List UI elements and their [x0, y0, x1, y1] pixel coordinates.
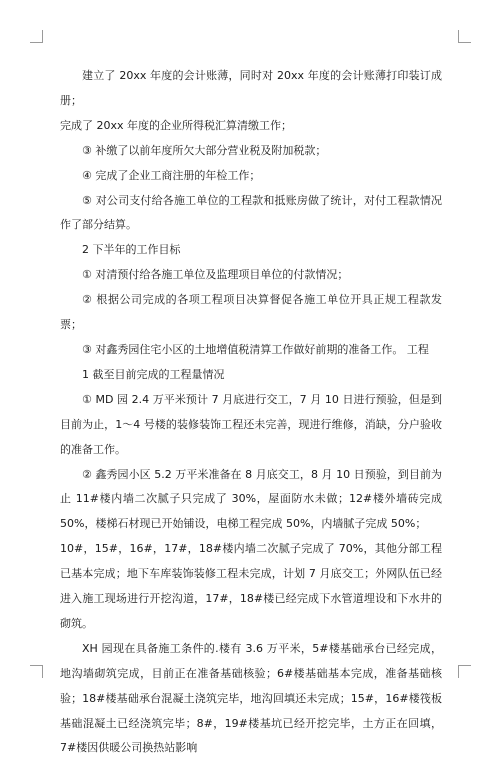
paragraph: ② 鑫秀园小区 5.2 万平米准备在 8 月底交工，8 月 10 日预验，到目前为止 11#楼内墙二次腻子只完成了 30%，屋面防水未做；12#楼外墙砖完成 50%，楼梯石材现已开始铺设，电梯工程完成 50%，内墙腻子完成 50%；	[60, 467, 442, 531]
paragraph: ① MD 园 2.4 万平米预计 7 月底进行交工，7 月 10 日进行预验，但是到目前为止，1～4 号楼的装修装饰工程还未完善，现进行维修，消缺，分户验收的准备工作。	[60, 392, 442, 456]
document-body	[60, 64, 442, 761]
paragraph: ③ 对鑫秀园住宅小区的土地增值税清算工作做好前期的准备工作。 工程	[82, 342, 429, 356]
paragraph: ② 根据公司完成的各项工程项目决算督促各施工单位开具正规工程款发票；	[60, 293, 442, 332]
section-heading: 2 下半年的工作目标	[82, 243, 181, 257]
paragraph: ③ 补缴了以前年度所欠大部分营业税及附加税款；	[82, 143, 327, 157]
paragraph: ① 对清预付给各施工单位及监理项目单位的付款情况；	[82, 268, 349, 282]
paragraph: XH 园现在具备施工条件的.楼有 3.6 万平米，5#楼基础承台已经完成，地沟墙砌筑完成，目前正在准备基础核验；6#楼基础基本完成，准备基础核验；18#楼基础承台混凝土浇筑完毕，地沟回填还未完成；15#，16#楼筏板基础混凝土已经浇筑完毕；8#，19#楼基坑已经开挖完毕，土方正在回填，7#楼因供暖公司换热站影响	[60, 641, 442, 755]
paragraph: 完成了 20xx 年度的企业所得税汇算清缴工作；	[60, 118, 293, 132]
section-heading: 1 截至目前完成的工程量情况	[82, 367, 225, 381]
crop-mark-top-left	[30, 30, 43, 43]
paragraph: 10#，15#，16#，17#，18#楼内墙二次腻子完成了 70%，其他分部工程已基本完成；地下车库装饰装修工程未完成，计划 7 月底交工；外网队伍已经进入施工现场进行开挖沟道，17#，18#楼已经完成下水管道埋设和下水井的砌筑。	[60, 542, 442, 630]
crop-mark-top-right	[458, 30, 471, 43]
paragraph: 建立了 20xx 年度的会计账薄，同时对 20xx 年度的会计账薄打印装订成册；	[60, 69, 442, 107]
crop-mark-bottom-left	[30, 665, 43, 678]
paragraph: ④ 完成了企业工商注册的年检工作；	[82, 168, 261, 182]
paragraph: ⑤ 对公司支付给各施工单位的工程款和抵账房做了统计，对付工程款情况作了部分结算。	[60, 193, 442, 232]
crop-mark-bottom-right	[458, 665, 471, 678]
